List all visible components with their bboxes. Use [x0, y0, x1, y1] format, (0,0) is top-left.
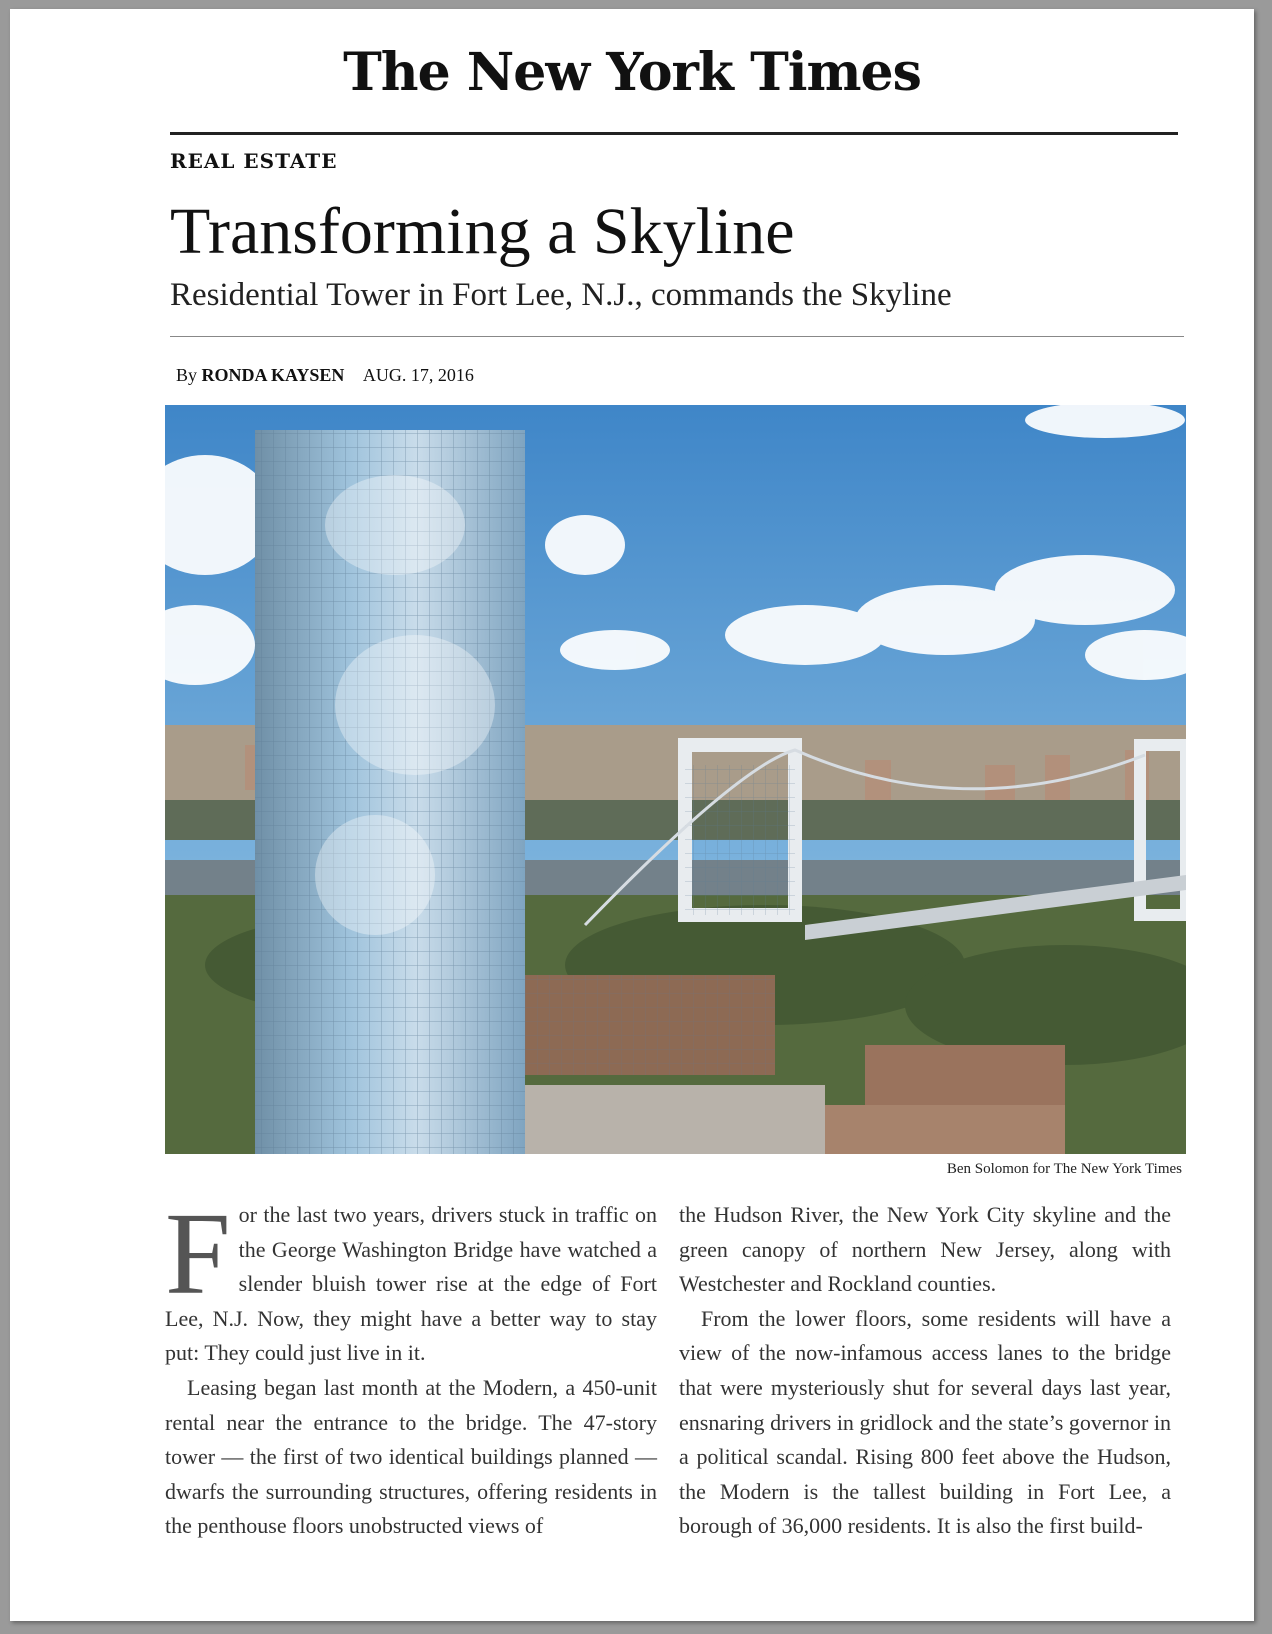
article-paragraph — [165, 1188, 657, 1371]
byline-author: RONDA KAYSEN — [201, 365, 345, 385]
section-label: REAL ESTATE — [170, 149, 338, 173]
byline-prefix: By — [176, 365, 198, 385]
headline: Transforming a Skyline — [170, 195, 795, 268]
masthead-rule — [170, 132, 1178, 135]
article-column-right — [679, 1198, 1171, 1544]
drop-cap: F — [165, 1188, 231, 1319]
article-paragraph: From the lower floors, some residents will have a view of the now-infamous access lanes to the bridge that were mysteriously shut for several days last year, ensnaring drivers in gridlock and the state’s governor in a political scandal. Rising 800 feet above the Hudson, the Modern is the tallest building in Fort Lee, a borough of 36,000 residents. It is also the first build- — [679, 1305, 1171, 1539]
header-divider — [170, 336, 1184, 337]
article-column-left — [165, 1188, 657, 1544]
paragraph-text: or the last two years, drivers stuck in traffic on the George Washington Bridge have watched a slender bluish tower rise at the edge of Fort Lee, N.J. Now, they might have a better way to stay put: They could just live in it. — [165, 1202, 657, 1366]
article-paragraph: the Hudson River, the New York City skyline and the green canopy of northern New Jersey, along with Westchester and Rockland counties. — [679, 1202, 1171, 1297]
article-photo — [165, 405, 1186, 1154]
photo-credit: Ben Solomon for The New York Times — [946, 1161, 1182, 1177]
byline-date: AUG. 17, 2016 — [362, 365, 474, 385]
byline — [176, 365, 474, 386]
subheadline: Residential Tower in Fort Lee, N.J., commands the Skyline — [170, 277, 952, 313]
article-paragraph: Leasing began last month at the Modern, a 450-unit rental near the entrance to the bridge. The 47-story tower — the first of two identical buildings planned — dwarfs the surrounding structures, offering residents in the penthouse floors unobstructed views of — [165, 1374, 657, 1539]
masthead-logo: The New York Times — [343, 42, 921, 103]
newspaper-page — [10, 9, 1254, 1621]
